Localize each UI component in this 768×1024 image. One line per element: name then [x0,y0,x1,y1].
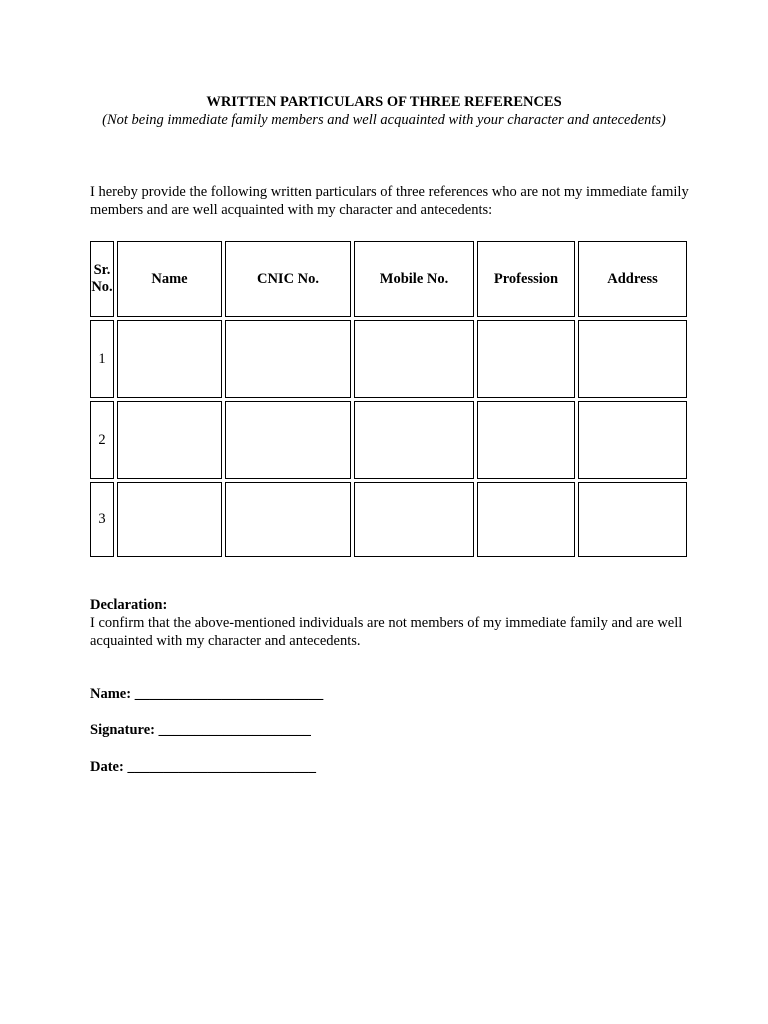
cell-sr-no: 2 [90,401,114,479]
header-mobile: Mobile No. [354,241,474,317]
cell-address[interactable] [578,320,687,398]
table-row [90,482,687,557]
references-table [87,238,690,560]
header-cnic: CNIC No. [225,241,351,317]
cell-cnic[interactable] [225,320,351,398]
cell-mobile[interactable] [354,401,474,479]
cell-name[interactable] [117,320,222,398]
date-field[interactable]: Date: __________________________ [90,759,316,775]
header-profession: Profession [477,241,575,317]
cell-mobile[interactable] [354,482,474,557]
cell-sr-no: 3 [90,482,114,557]
cell-address[interactable] [578,401,687,479]
cell-mobile[interactable] [354,320,474,398]
cell-profession[interactable] [477,320,575,398]
cell-profession[interactable] [477,401,575,479]
table-header-row [90,241,687,317]
cell-address[interactable] [578,482,687,557]
cell-name[interactable] [117,482,222,557]
document-title: WRITTEN PARTICULARS OF THREE REFERENCES [206,94,562,110]
signature-field[interactable]: Signature: _____________________ [90,722,311,738]
document-subtitle: (Not being immediate family members and well acquainted with your character and antecedents) [102,112,666,128]
table-row [90,401,687,479]
declaration-text: I confirm that the above-mentioned individuals are not members of my immediate family and are well acquainted with my character and antecedents. [90,615,683,649]
name-field[interactable]: Name: __________________________ [90,686,324,702]
cell-profession[interactable] [477,482,575,557]
cell-sr-no: 1 [90,320,114,398]
header-name: Name [117,241,222,317]
cell-cnic[interactable] [225,482,351,557]
declaration-heading: Declaration: [90,597,168,613]
table-row [90,320,687,398]
header-address: Address [578,241,687,317]
cell-cnic[interactable] [225,401,351,479]
intro-paragraph: I hereby provide the following written particulars of three references who are not my immediate family members and are well acquainted with my character and antecedents: [90,184,689,218]
header-sr-no: Sr. No. [90,241,114,317]
cell-name[interactable] [117,401,222,479]
